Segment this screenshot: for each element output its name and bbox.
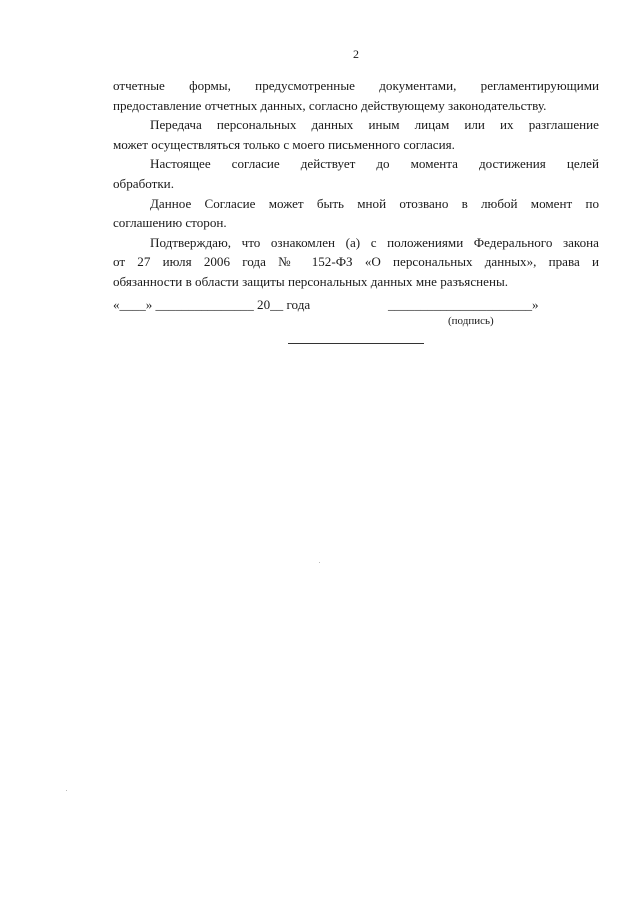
signature-caption: (подпись)	[448, 315, 494, 327]
paragraph-1-line-2: предоставление отчетных данных, согласно действующему законодательству.	[113, 97, 547, 113]
date-line: «____» _______________ 20__ года	[113, 297, 311, 312]
paragraph-4-line-2: соглашению сторон.	[113, 215, 227, 231]
paragraph-2-line-2: может осуществляться только с моего письменного согласия.	[113, 136, 455, 152]
document-body	[113, 76, 599, 292]
scan-speck	[319, 562, 320, 563]
paragraph-4-line-1: Данное Согласие может быть мной отозвано в любой момент по	[150, 195, 599, 211]
page-number: 2	[353, 47, 359, 61]
signature-line: ______________________»	[388, 297, 539, 312]
paragraph-5-line-1: Подтверждаю, что ознакомлен (а) с положениями Федерального закона	[150, 234, 599, 250]
closing-rule	[288, 343, 424, 344]
paragraph-5-line-2: от 27 июля 2006 года № 152-ФЗ «О персональных данных», права и	[113, 254, 599, 270]
scan-speck	[66, 790, 67, 791]
paragraph-5-line-3: обязанности в области защиты персональных данных мне разъяснены.	[113, 273, 509, 289]
paragraph-2-line-1: Передача персональных данных иным лицам или их разглашение	[150, 117, 599, 133]
paragraph-1-line-1: отчетные формы, предусмотренные документами, регламентирующими	[113, 78, 599, 93]
paragraph-3-line-2: обработки.	[113, 175, 174, 191]
paragraph-3-line-1: Настоящее согласие действует до момента достижения целей	[150, 156, 599, 172]
